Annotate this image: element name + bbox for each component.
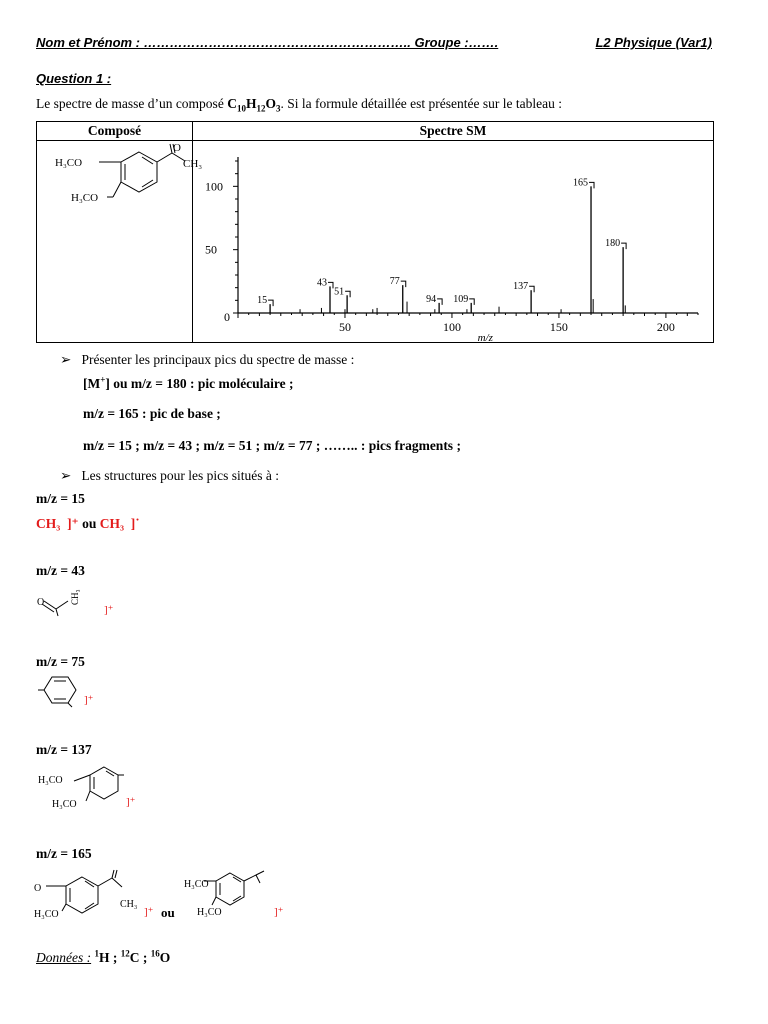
fragment-peaks-line: m/z = 15 ; m/z = 43 ; m/z = 51 ; m/z = 77 ; …….. : pics fragments ; — [83, 438, 461, 453]
donnees-line: Données : $^1$H ; $^{12}$C ; $^{16}$O — [36, 948, 171, 965]
col-header-spectrum: Spectre SM — [193, 122, 714, 141]
h3co-top-label: H₃CO — [55, 157, 83, 169]
mz43-structure — [34, 585, 124, 621]
name-group-line: Nom et Prénom : …………………………………………………….. Groupe :……. — [36, 35, 499, 50]
y-tick-label: 0 — [224, 310, 230, 324]
h3co-bottom-label-2: H₃CO — [197, 907, 222, 918]
arrow-bullet-icon: ➢ — [60, 468, 72, 483]
col-header-compound: Composé — [37, 122, 193, 141]
molecular-formula: $C_{10}H_{12}O_3$ — [227, 96, 281, 114]
mass-spectrum-chart — [193, 141, 713, 344]
compound-cell — [37, 141, 203, 343]
o-label: O — [37, 597, 45, 608]
mz137-label: m/z = 137 — [36, 742, 92, 757]
h3co-bottom-label: H₃CO — [71, 192, 99, 204]
h3co-bottom-label: H₃CO — [34, 909, 59, 920]
mz43-label: m/z = 43 — [36, 563, 85, 578]
ion-bracket: ]⁺ — [126, 796, 136, 808]
peak-label-77: 77 — [389, 276, 400, 288]
ou-text: ou — [161, 905, 175, 920]
mz75-label: m/z = 75 — [36, 654, 85, 669]
x-tick-label: 200 — [656, 320, 675, 334]
peak-label-180: 180 — [605, 238, 621, 250]
peak-label-51: 51 — [334, 286, 345, 298]
ion-bracket-2: ]⁺ — [274, 906, 284, 918]
question-intro: Le spectre de masse d’un composé $C_{10}H_{12}O_3$. Si la formule détaillée est présentée sur le tableau : — [36, 96, 562, 114]
base-peak-line: m/z = 165 : pic de base ; — [83, 406, 221, 421]
ion-bracket-1: ]⁺ — [144, 906, 154, 918]
x-tick-label: 150 — [549, 320, 568, 334]
x-axis-label: m/z — [477, 332, 493, 344]
spectrum-cell — [193, 141, 714, 343]
ion-bracket: ]⁺ — [84, 694, 94, 706]
compound-structure — [37, 141, 203, 221]
mz75-structure — [34, 675, 114, 711]
question-title: Question 1 : — [36, 71, 112, 86]
h3co-top-label-2: H₃CO — [184, 879, 209, 890]
peak-label-94: 94 — [426, 293, 437, 305]
ion-bracket: ]⁺ — [104, 604, 114, 616]
mz15-label: m/z = 15 — [36, 491, 85, 506]
h3co-bottom-label: H₃CO — [52, 799, 77, 810]
ch3-label: CH₃ — [120, 899, 138, 910]
x-tick-label: 50 — [338, 320, 351, 334]
course-label: L2 Physique (Var1) — [595, 35, 712, 50]
mz15-structure: CH₃ ]⁺ ou CH₃ ]˙ — [36, 516, 140, 531]
bullet-structures: ➢ Les structures pour les pics situés à : — [60, 468, 280, 483]
ch3-label: CH₃ — [183, 158, 203, 170]
h3co-top-label: H₃CO — [38, 775, 63, 786]
molecular-peak-line: [M+] ou m/z = 180 : pic moléculaire ; — [83, 374, 294, 391]
mz165-label: m/z = 165 — [36, 846, 92, 861]
peak-label-15: 15 — [257, 295, 268, 307]
peak-label-137: 137 — [513, 281, 529, 293]
arrow-bullet-icon: ➢ — [60, 352, 72, 367]
bullet-principal-peaks: ➢ Présenter les principaux pics du spectre de masse : — [60, 352, 355, 367]
carbonyl-o-label: O — [173, 142, 181, 154]
o-fragment-label: O — [34, 883, 42, 894]
ch3-label: CH₃ — [70, 589, 80, 605]
x-tick-label: 100 — [442, 320, 461, 334]
peak-label-43: 43 — [317, 277, 327, 289]
peak-label-165: 165 — [573, 177, 589, 189]
y-tick-label: 50 — [205, 242, 217, 257]
mz165-structures — [34, 867, 364, 923]
compound-spectrum-table — [36, 121, 714, 343]
mz137-structure — [34, 763, 154, 813]
peak-label-109: 109 — [453, 293, 469, 305]
y-tick-label: 100 — [205, 179, 223, 194]
